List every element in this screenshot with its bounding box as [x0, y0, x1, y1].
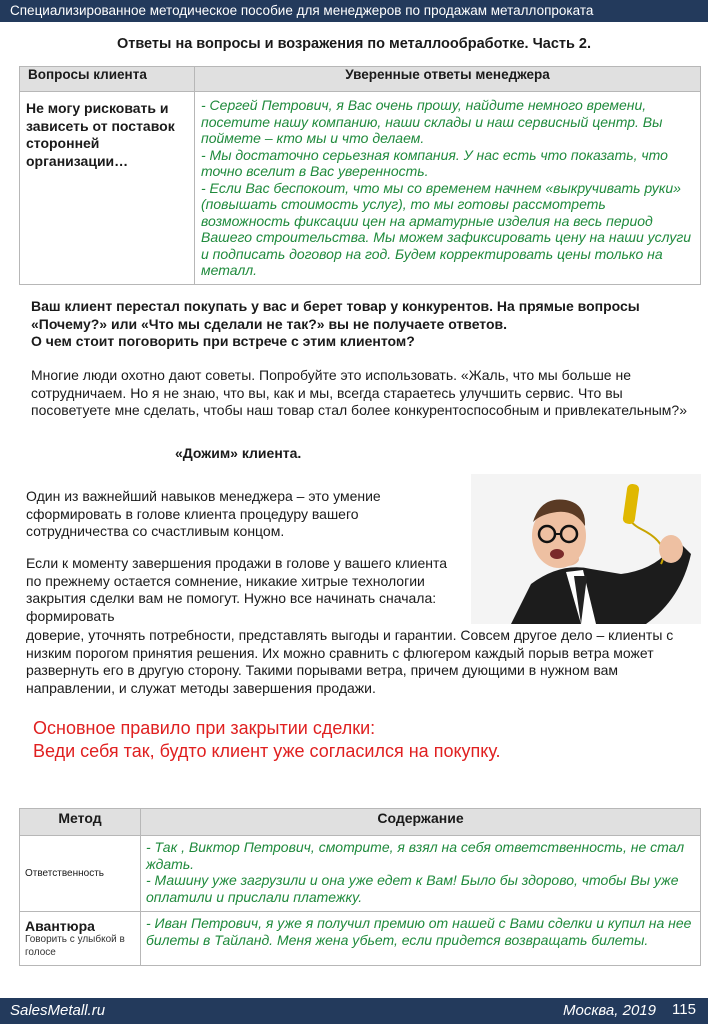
methods-table: [19, 808, 701, 966]
footer-site: SalesMetall.ru: [10, 1002, 106, 1019]
bold-question-line: О чем стоит поговорить при встрече с этим клиентом?: [31, 333, 415, 349]
method-content: [141, 836, 701, 912]
bold-question-line: «Почему?» или «Что мы сделали не так?» вы не получаете ответов.: [31, 315, 508, 332]
closing-rule: [33, 717, 501, 763]
answer-item: - Так , Виктор Петрович, смотрите, я взял на себя ответственность, не стал ждать.: [146, 839, 685, 872]
column-header-content: Содержание: [141, 809, 701, 836]
advice-paragraph: Многие люди охотно дают советы. Попробуйте это использовать. «Жаль, что мы больше не сотрудничаем. Но я не знаю, что вы, как и мы, всегда стараетесь улучшить сервис. Что вы посоветуете мне сделать, чтобы наш товар стал более конкурентоспособным и привлекательным?»: [31, 367, 688, 418]
answer-item: - Машину уже загрузили и она уже едет к Вам! Было бы здорово, чтобы Вы уже оплатили и прислали платежку.: [146, 872, 679, 905]
man-with-phone-illustration: [471, 474, 701, 624]
column-header-questions: Вопросы клиента: [20, 67, 195, 92]
page-header-bar: [0, 0, 708, 22]
manager-answers: [195, 92, 701, 285]
skill-paragraph: Один из важнейший навыков менеджера – это умение сформировать в голове клиента процедуру вашего сотрудничества со счастливым концом.: [26, 488, 381, 539]
rule-line: Веди себя так, будто клиент уже согласился на покупку.: [33, 741, 501, 761]
section-title: Ответы на вопросы и возражения по металлообработке. Часть 2.: [116, 36, 592, 52]
table-header-row: [20, 809, 701, 836]
objections-table: [19, 66, 701, 285]
page-footer-bar: [0, 998, 708, 1024]
table-header-row: [20, 67, 701, 92]
rule-line: Основное правило при закрытии сделки:: [33, 718, 376, 738]
doubt-paragraph: Если к моменту завершения продажи в голове у вашего клиента по прежнему остается сомнение, никакие хитрые технологии закрытия сделки вам не помогут. Нужно все начинать сначала: формировать: [26, 555, 448, 624]
answer-item: - Мы достаточно серьезная компания. У нас есть что показать, что точно вселит в Вас уверенность.: [201, 146, 668, 179]
method-cell: [20, 912, 141, 966]
subheading: «Дожим» клиента.: [175, 445, 302, 461]
table-row: [20, 836, 701, 912]
method-name: Авантюра: [25, 918, 95, 934]
closing-methods-paragraph: доверие, уточнять потребности, представлять выгоды и гарантии. Совсем другое дело – клиенты с низким порогом принятия решения. Их можно сравнить с флюгером каждый порыв ветра может развернуть его в другую сторону. Такими порывами ветра, причем дующими в нужном вам направлении, и служат методы завершения продажи.: [26, 627, 674, 696]
column-header-answers: Уверенные ответы менеджера: [195, 67, 701, 92]
method-name: Ответственность: [25, 868, 104, 879]
method-cell: [20, 836, 141, 912]
footer-city-year: Москва, 2019: [563, 1002, 656, 1019]
answer-item: - Иван Петрович, я уже я получил премию от нашей с Вами сделки и купил на нее билеты в Тайланд. Меня жена убьет, если придется возвращать билеты.: [146, 915, 692, 948]
method-note: Говорить с улыбкой в голосе: [25, 934, 125, 958]
bold-question-line: Ваш клиент перестал покупать у вас и берет товар у конкурентов. На прямые вопросы: [31, 298, 640, 314]
page-number: 115: [672, 1001, 696, 1018]
answer-item: - Сергей Петрович, я Вас очень прошу, найдите немного времени, посетите нашу компанию, наши склады и наш сервисный центр. Вы поймете – кто мы и что делаем.: [201, 97, 663, 146]
answer-item: - Если Вас беспокоит, что мы со временем начнем «выкручивать руки» (повышать стоимость услуг), то мы готовы рассмотреть возможность фиксации цен на арматурные изделия на весь период Вашего строительства. Мы можем зафиксировать цену на наши услуги и подписать договор на год. Будем корректировать цены только на металл.: [201, 179, 692, 278]
header-title: Специализированное методическое пособие для менеджеров по продажам металлопроката: [10, 3, 594, 18]
man-with-phone-photo: [471, 474, 701, 624]
column-header-method: Метод: [20, 809, 141, 836]
table-row: [20, 92, 701, 285]
bold-question-block: [31, 298, 701, 351]
table-row: [20, 912, 701, 966]
method-content: [141, 912, 701, 966]
client-question: Не могу рисковать и зависеть от поставок сторонней организации…: [20, 92, 195, 285]
